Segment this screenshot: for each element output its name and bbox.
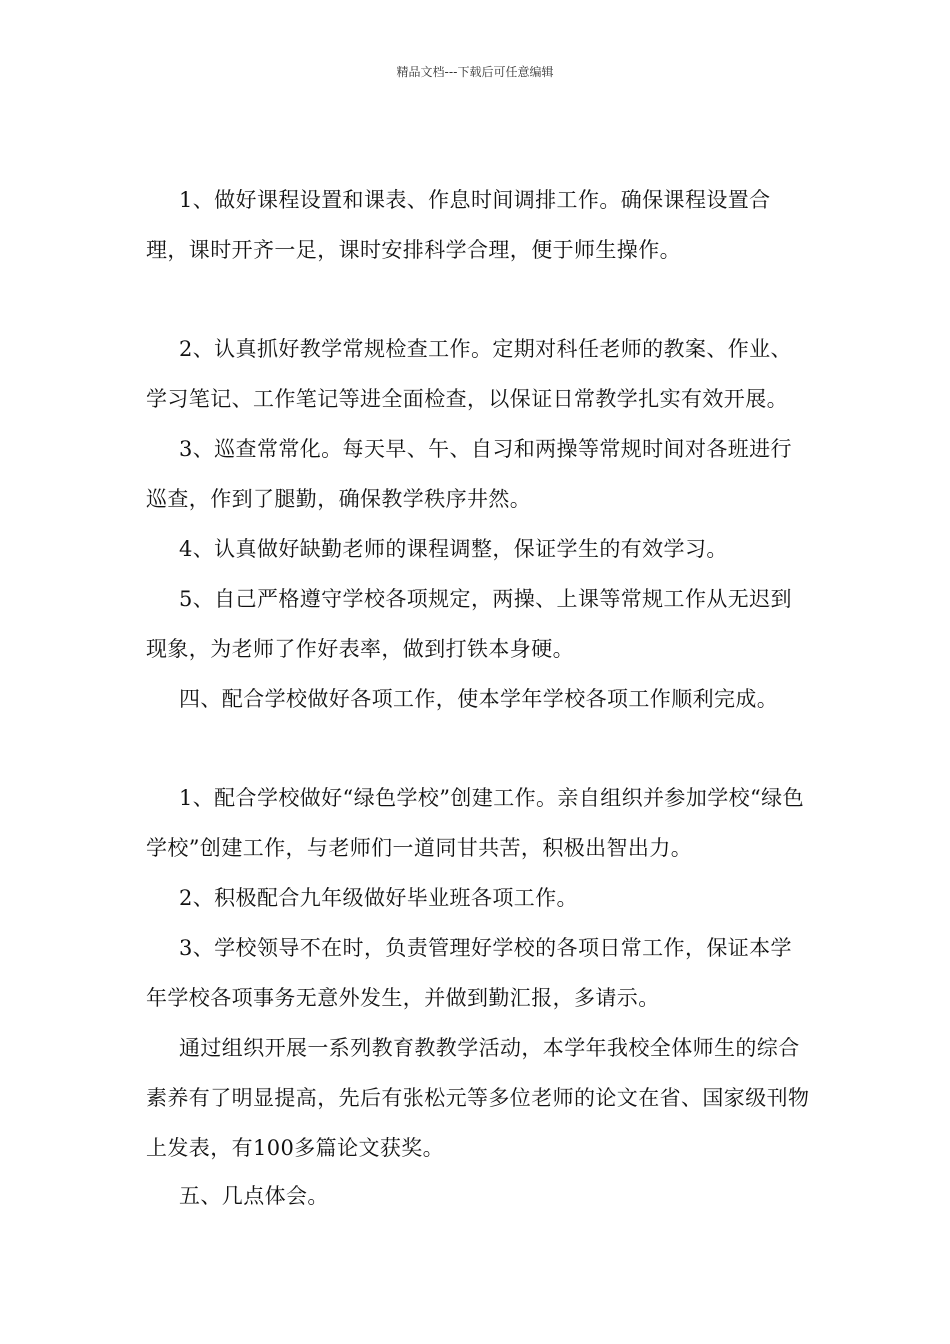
section-heading-4: 四、配合学校做好各项工作，使本学年学校各项工作顺利完成。 <box>179 687 779 711</box>
paragraph-6: 1、配合学校做好“绿色学校”创建工作。亲自组织并参加学校“绿色学校”创建工作，与老师们一道同甘共苦，积极出智出力。 <box>146 786 804 860</box>
paragraph-7: 2、积极配合九年级做好毕业班各项工作。 <box>179 886 578 910</box>
paragraph-summary: 通过组织开展一系列教育教教学活动，本学年我校全体师生的综合素养有了明显提高，先后有张松元等多位老师的论文在省、国家级刊物上发表，有100多篇论文获奖。 <box>146 1036 810 1160</box>
paragraph-4: 4、认真做好缺勤老师的课程调整，保证学生的有效学习。 <box>179 537 728 561</box>
paragraph-8: 3、学校领导不在时，负责管理好学校的各项日常工作，保证本学年学校各项事务无意外发生，并做到勤汇报，多请示。 <box>146 936 792 1010</box>
section-heading-5: 五、几点体会。 <box>179 1184 329 1208</box>
page-header: 精品文档---下载后可任意编辑 <box>396 65 554 79</box>
paragraph-5: 5、自己严格遵守学校各项规定，两操、上课等常规工作从无迟到现象，为老师了作好表率，做到打铁本身硬。 <box>146 587 792 661</box>
paragraph-1: 1、做好课程设置和课表、作息时间调排工作。确保课程设置合理，课时开齐一足，课时安排科学合理，便于师生操作。 <box>146 188 771 262</box>
paragraph-2: 2、认真抓好教学常规检查工作。定期对科任老师的教案、作业、学习笔记、工作笔记等进全面检查，以保证日常教学扎实有效开展。 <box>146 337 792 411</box>
paragraph-3: 3、巡查常常化。每天早、午、自习和两操等常规时间对各班进行巡查，作到了腿勤，确保教学秩序井然。 <box>146 437 792 511</box>
